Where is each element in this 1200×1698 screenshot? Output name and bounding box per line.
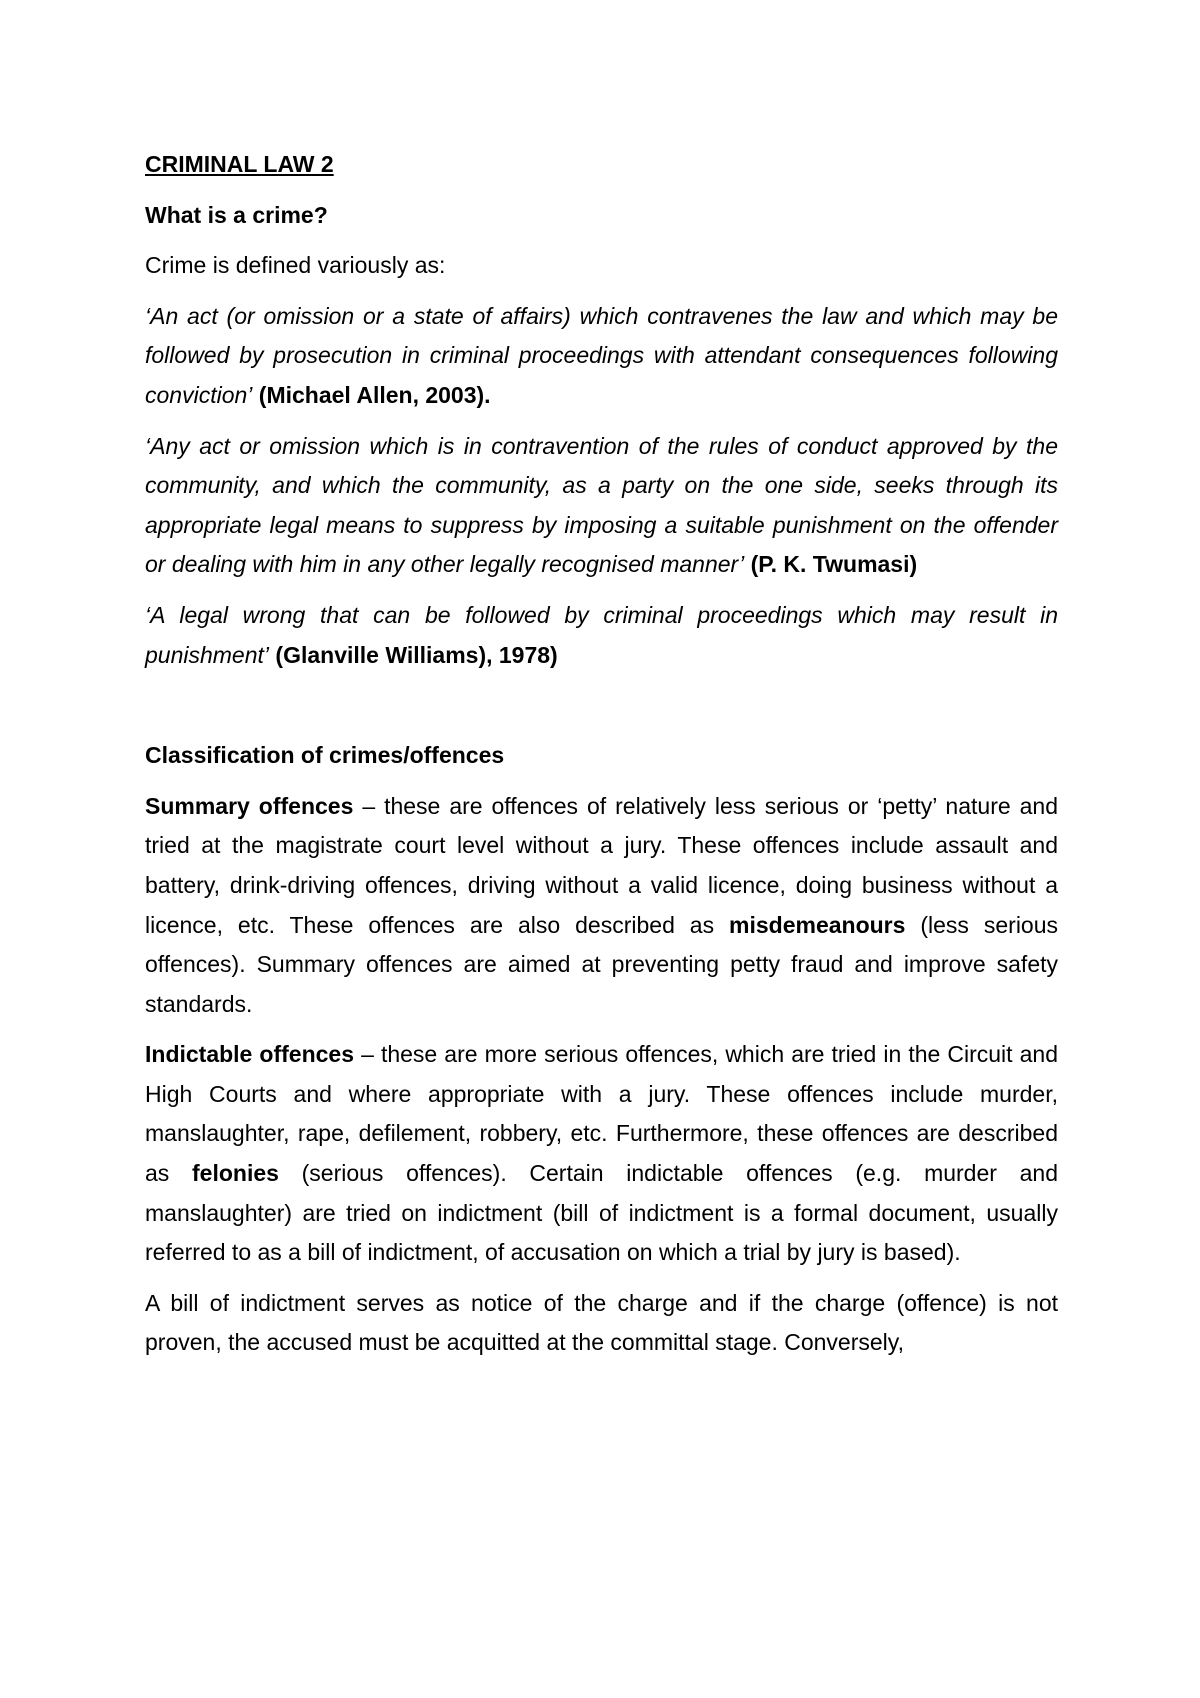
- felonies-term: felonies: [192, 1160, 279, 1187]
- question-heading: What is a crime?: [145, 201, 328, 228]
- definition-quote: ‘Any act or omission which is in contravention of the rules of conduct approved by the community, and which the community, as a party on the one side, seeks through its appropriate legal means to suppress by imposing a suitable punishment on the offender or dealing with him in any other legally recognised manner’: [145, 432, 1058, 578]
- definition-quote: ‘An act (or omission or a state of affairs) which contravenes the law and which may be followed by prosecution in criminal proceedings with attendant consequences following conviction’: [145, 302, 1058, 408]
- bill-of-indictment-paragraph: A bill of indictment serves as notice of the charge and if the charge (offence) is not proven, the accused must be acquitted at the committal stage. Conversely,: [145, 1289, 1058, 1356]
- summary-offences-term: Summary offences: [145, 792, 354, 819]
- document-title: CRIMINAL LAW 2: [145, 151, 334, 177]
- definition-williams: [145, 596, 1058, 675]
- summary-offences-text: – these are offences of relatively less serious or ‘petty’ nature and tried at the magistrate court level without a jury. These offences include assault and battery, drink-driving offences, driving without a valid licence, doing business without a licence, etc. These offences are also described as: [145, 792, 1058, 938]
- indictable-offences-paragraph: [145, 1035, 1058, 1273]
- indictable-offences-text-end: (serious offences). Certain indictable offences (e.g. murder and manslaughter) are tried on indictment (bill of indictment is a formal document, usually referred to as a bill of indictment, of accusation on which a trial by jury is based).: [145, 1160, 1058, 1266]
- definition-citation: (Michael Allen, 2003).: [258, 381, 491, 408]
- summary-offences-text-end: (less serious offences). Summary offences are aimed at preventing petty fraud and improve safety standards.: [145, 911, 1059, 1017]
- definition-twumasi: [145, 427, 1058, 585]
- definition-allen: [145, 297, 1058, 416]
- intro-paragraph: Crime is defined variously as:: [145, 252, 446, 279]
- document-page: [145, 145, 1058, 1374]
- definition-citation-year: , 1978): [486, 641, 558, 668]
- section-spacer: [145, 686, 1058, 736]
- summary-offences-paragraph: [145, 787, 1058, 1025]
- definition-citation: (Glanville Williams): [275, 641, 487, 668]
- indictable-offences-term: Indictable offences: [145, 1041, 355, 1068]
- definition-quote: ‘A legal wrong that can be followed by criminal proceedings which may result in punishment’: [145, 601, 1058, 668]
- misdemeanours-term: misdemeanours: [729, 911, 906, 938]
- definition-citation: (P. K. Twumasi): [750, 551, 918, 578]
- classification-heading: Classification of crimes/offences: [145, 742, 505, 769]
- indictable-offences-text: – these are more serious offences, which are tried in the Circuit and High Courts and where appropriate with a jury. These offences include murder, manslaughter, rape, defilement, robbery, etc. Furthermore, these offences are described as: [145, 1041, 1058, 1187]
